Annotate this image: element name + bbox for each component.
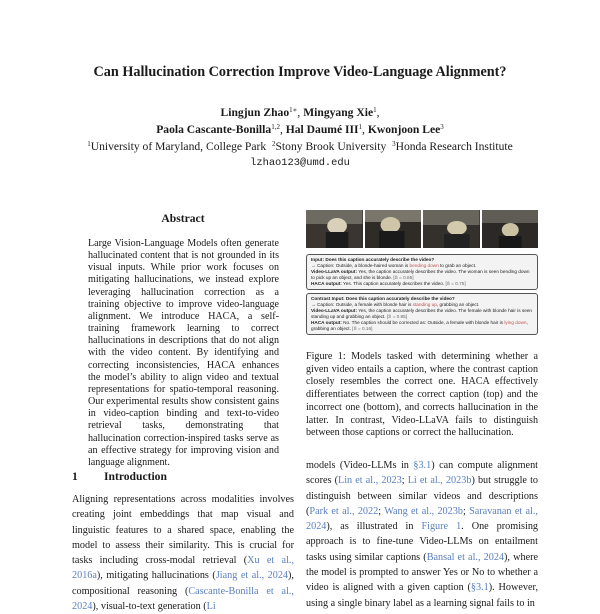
citation-link[interactable]: Xu et al., 2016a: [72, 555, 294, 582]
example-box-contrast: [306, 293, 538, 335]
body-text: ;: [378, 505, 385, 517]
body-text: ) can compute alignment scores (: [306, 460, 538, 487]
score: [Ŝ = 0.85]: [386, 314, 408, 319]
affil-mark: 2: [271, 140, 276, 148]
output-label: Video-LLaVA output:: [311, 269, 358, 274]
body-text: ), mitigating hallucinations (: [96, 570, 216, 582]
highlight-text: standing up: [412, 302, 437, 307]
video-frames: [306, 210, 538, 248]
affil-mark: 3: [392, 140, 396, 148]
score: [Ŝ = 0.75]: [445, 281, 466, 286]
video-frame: [365, 210, 422, 248]
section-link[interactable]: §3.1: [413, 460, 432, 471]
citation-link[interactable]: Li: [206, 601, 216, 613]
body-text: . One promising approach is to fine-tune Video-LLMs on entailment tasks using similar captions (: [306, 521, 539, 563]
author-email[interactable]: lzhao123@umd.edu: [250, 157, 350, 169]
caption-text: → Caption: Outside, a blonde-haired woman is: [311, 263, 410, 268]
output-text: Yes. This caption accurately describes the video.: [341, 281, 446, 286]
citation-link[interactable]: Bansal et al., 2024: [426, 551, 505, 563]
author-block: Lingjun Zhao$^{1∗}$, Mingyang Xie$^1$, Paola Cascante-Bonilla$^{1,2}$, Hal Daumé III$^1$, Kwonjoon Lee$^3$ $^1$University of Maryland, College Park $^2$Stony Brook University $^3$Honda Research Institute lzhao123@umd.edu: [0, 104, 600, 172]
caption-text: , grabbing an object.: [436, 302, 480, 307]
score: [Ŝ = 0.85]: [393, 275, 414, 280]
body-text: ;: [401, 475, 408, 487]
citation-link[interactable]: Cascante-Bonilla et al., 2024: [72, 585, 294, 613]
author-name: Kwonjoon Lee: [367, 123, 441, 136]
citation-link[interactable]: Saravanan et al., 2024: [306, 505, 538, 533]
section-link[interactable]: §3.1: [470, 582, 489, 594]
affiliation: Honda Research Institute: [395, 140, 513, 153]
figure-link[interactable]: Figure 1: [421, 521, 462, 533]
figure-1: [306, 210, 538, 344]
affiliations: [0, 138, 600, 155]
body-text: Aligning representations across modalities involves creating joint embeddings that map visual and linguistic features to a shared space, enabling the model to assess their similarity. This is crucial for tasks including cross-modal retrieval (: [72, 494, 294, 567]
section-number: 1: [72, 470, 78, 483]
output-text: Yes, the caption accurately describes the video. The woman is seen bending down to pick up an object, and she is blonde.: [311, 269, 530, 280]
author-affil-mark: 3: [440, 123, 444, 131]
citation-link[interactable]: Wang et al., 2023b: [384, 505, 463, 517]
affil-mark: 1: [87, 140, 91, 148]
video-llava-output: [311, 308, 533, 320]
output-text: Yes, the caption accurately describes the video. The female with blonde hair is seen standing up and grabbing an object.: [311, 308, 533, 319]
input-label: Input: Does this caption accurately describe the video?: [311, 257, 435, 262]
body-text: ), where the model is prompted to answer Yes or No to whether a video is aligned with a given caption (: [306, 551, 539, 594]
video-llava-output: [311, 269, 533, 281]
body-text: ), as illustrated in: [326, 521, 422, 533]
haca-output: [311, 320, 533, 332]
output-label: Video-LLaVA output:: [311, 308, 358, 313]
right-column-paragraph: [306, 458, 538, 611]
affiliation: University of Maryland, College Park: [90, 140, 267, 153]
body-text: ), compositional reasoning (: [72, 570, 294, 597]
output-text: , grabbing an object.: [311, 320, 528, 331]
abstract-text: Large Vision-Language Models often generate hallucinated content that is not grounded in its visual inputs. While prior work focuses on mitigating hallucinations, we instead explore leveraging hallucination correction as a training objective to improve video-language alignment. We introduce HACA, a self-training framework learning to correct hallucinations in descriptions that do not align with the video content. By identifying and correcting inconsistencies, HACA enhances the model’s ability to align video and textual representations for spatio-temporal reasoning. Our experimental results show consistent gains in video-caption binding and text-to-video retrieval tasks, demonstrating that hallucination correction-inspired tasks serve as an effective strategy for improving vision and language alignment.: [88, 238, 279, 468]
section-title: Introduction: [104, 470, 167, 483]
author-name: Lingjun Zhao: [220, 106, 290, 119]
score: [Ŝ = 0.16]: [352, 326, 373, 331]
example-box-correct: [306, 254, 538, 290]
output-label: HACA output:: [311, 281, 342, 286]
body-text: models (Video-LLMs in: [306, 460, 414, 471]
intro-paragraph: [72, 492, 294, 614]
body-text: ;: [462, 505, 470, 517]
citation-link[interactable]: Lin et al., 2023: [338, 475, 402, 487]
section-heading: [72, 470, 167, 483]
author-affil-mark: 1,2: [271, 123, 280, 131]
body-text: ). However, using a single binary label as a learning signal fails to in: [306, 582, 539, 609]
author-name: Mingyang Xie: [303, 106, 374, 119]
output-label: HACA output:: [311, 320, 342, 325]
citation-link[interactable]: Li et al., 2023b: [407, 475, 472, 487]
highlight-text: bending down: [409, 263, 439, 268]
output-text: No. The caption should be corrected as: Outside, a female with blonde hair is: [341, 320, 505, 325]
caption-text: → Caption: Outside, a female with blonde hair is: [311, 302, 413, 307]
abstract-heading: Abstract: [161, 212, 205, 225]
author-affil-mark: 1: [373, 106, 377, 114]
haca-output: [311, 281, 533, 287]
affiliation: Stony Brook University: [275, 140, 387, 153]
caption-text: to grab an object.: [438, 263, 477, 268]
video-frame: [306, 210, 363, 248]
author-name: Hal Daumé III: [285, 123, 359, 136]
author-affil-mark: 1∗: [289, 106, 298, 114]
citation-link[interactable]: Jiang et al., 2024: [215, 570, 289, 582]
author-name: Paola Cascante-Bonilla: [156, 123, 272, 136]
video-frame: [423, 210, 480, 248]
body-text: ) but struggle to distinguish between similar videos and descriptions (: [306, 475, 538, 517]
body-text: ), visual-to-text generation (: [92, 601, 207, 613]
highlight-text: lying down: [504, 320, 527, 325]
figure-caption: Figure 1: Models tasked with determining whether a given video entails a caption, where the contrast caption closely resembles the correct one. HACA effectively differentiates between the correct caption (top) and the incorrect one (bottom), and corrects hallucination in the latter. In contrast, Video-LLaVA fails to distinguish between those captions or correct the hallucination.: [306, 351, 538, 439]
input-label: Contrast Input: Does this caption accurately describe the video?: [311, 296, 455, 301]
citation-link[interactable]: Park et al., 2022: [309, 505, 379, 517]
video-frame: [482, 210, 539, 248]
author-affil-mark: 1: [358, 123, 363, 131]
paper-title: Can Hallucination Correction Improve Video-Language Alignment?: [93, 64, 507, 80]
